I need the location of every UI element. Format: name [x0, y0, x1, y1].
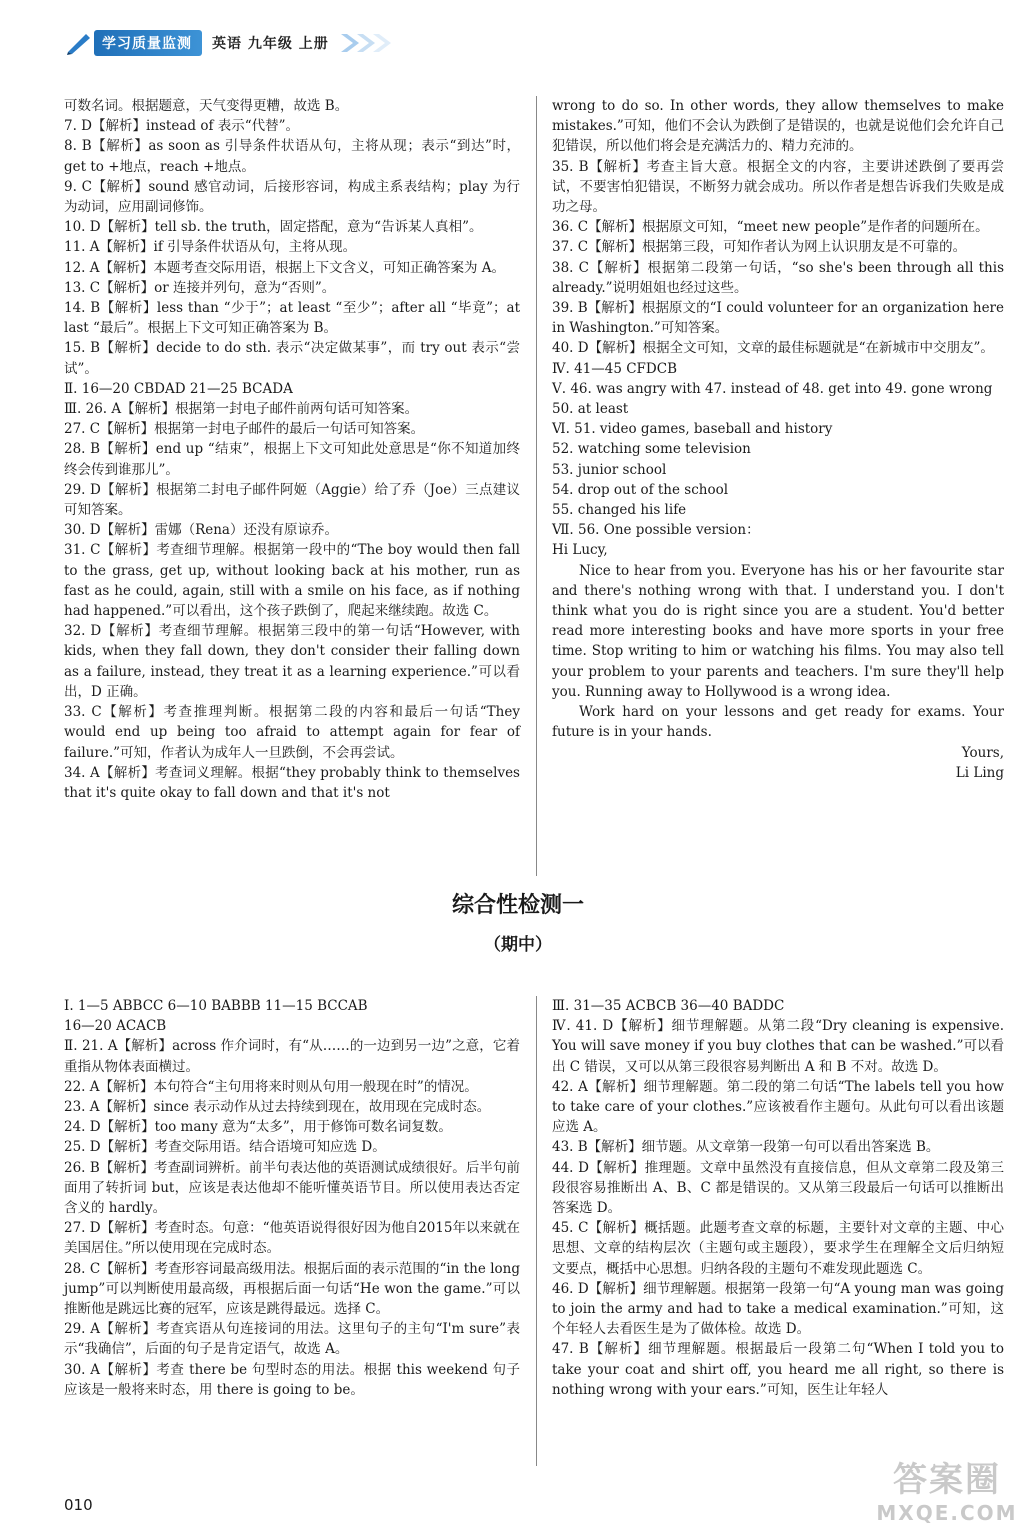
answer-line: 22. A【解析】本句符合“主句用将来时则从句用一般现在时”的情况。: [64, 1078, 478, 1095]
answer-line: Ⅲ. 26. A【解析】根据第一封电子邮件前两句话可知答案。: [64, 401, 419, 418]
answer-line: 47. B【解析】细节理解题。根据最后一段第二句“When I told you to take your coat and shirt off, you heard me all right, so there is nothing wrong with your ears.”可知，医生让年轻人: [552, 1341, 1004, 1398]
answer-line: 34. A【解析】考查词义理解。根据“they probably think to themselves that it's quite okay to fall down and that it's not: [64, 764, 520, 801]
answer-line: 36. C【解析】根据原文可知，“meet new people”是作者的问题所在。: [552, 219, 989, 236]
answer-line: Ⅰ. 1—5 ABBCC 6—10 BABBB 11—15 BCCAB: [64, 998, 368, 1014]
column-divider: [536, 96, 537, 876]
answer-line: 27. D【解析】考查时态。句意：“他英语说得很好因为他自2015年以来就在美国居住。”所以使用现在完成时态。: [64, 1220, 520, 1257]
pen-icon: [64, 30, 94, 56]
answer-line: 32. D【解析】考查细节理解。根据第三段中的第一句话“However, with kids, when they fall down, they don't consider their falling down as a failure, instead, they treat it as a learning experience.”可以看出，D 正确。: [64, 623, 520, 700]
answer-line: Ⅳ. 41. D【解析】细节理解题。从第二段“Dry cleaning is expensive. You will save money if you buy clothes that can be washed.”可以看出 C 错误，又可以从第三段很容易判断出 A 和 B 不对。故选 D。: [552, 1018, 1004, 1075]
answer-line: 可数名词。根据题意，天气变得更糟，故选 B。: [64, 98, 349, 114]
answer-line: 52. watching some television: [552, 441, 751, 458]
answer-column-right: [552, 96, 1004, 783]
section-title: 综合性检测一: [451, 893, 584, 918]
answer-line: 44. D【解析】推理题。文章中虽然没有直接信息，但从文章第二段及第三段很容易推断出 A、B、C 都是错误的。又从第三段最后一句话可以推断出答案选 D。: [552, 1159, 1004, 1217]
answer-line: Ⅳ. 41—45 CFDCB: [552, 360, 677, 377]
answer-line: 13. C【解析】or 连接并列句，意为“否则”。: [64, 279, 336, 296]
answer-line: 39. B【解析】根据原文的“I could volunteer for an organization here in Washington.”可知答案。: [552, 300, 1004, 337]
answer-line: Ⅴ. 46. was angry with 47. instead of 48. get into 49. gone wrong: [552, 380, 993, 397]
answer-line: 40. D【解析】根据全文可知，文章的最佳标题就是“在新城市中交朋友”。: [552, 340, 994, 357]
answer-line: 38. C【解析】根据第二段第一句话，“so she's been through all this already.”说明姐姐也经过这些。: [552, 259, 1004, 296]
answer-line: 15. B【解析】decide to do sth. 表示“决定做某事”，而 try out 表示“尝试”。: [64, 340, 520, 377]
answer-line: 28. B【解析】end up “结束”，根据上下文可知此处意思是“你不知道加终终会传到谁那儿”。: [64, 441, 520, 478]
answer-line: 54. drop out of the school: [552, 481, 729, 498]
answer-line: Ⅱ. 21. A【解析】across 作介词时，有“从……的一边到另一边”之意，它着重指从物体表面横过。: [64, 1038, 520, 1075]
chevron-decoration-icon: [339, 32, 399, 54]
answer-line: 8. B【解析】as soon as 引导条件状语从句，主将从现；表示“到达”时，get to +地点，reach +地点。: [64, 138, 520, 175]
answer-line: Ⅶ. 56. One possible version：: [552, 522, 760, 539]
answer-line: 42. A【解析】细节理解题。第二段的第二句话“The labels tell you how to take care of your clothes.”应该被看作主题句。从此句可以看出该题应选 A。: [552, 1078, 1004, 1136]
answer-column-right-2: [552, 996, 1004, 1400]
answer-line: 46. D【解析】细节理解题。根据第一段第一句“A young man was going to join the army and had to take a medical examination.”可知，这个年轻人去看医生是为了做体检。故选 D。: [552, 1280, 1004, 1338]
letter-closing: Yours,: [961, 744, 1004, 761]
letter-paragraph: Work hard on your lessons and get ready for exams. Your future is in your hands.: [552, 704, 1004, 741]
answer-line: 26. B【解析】考查副词辨析。前半句表达他的英语测试成绩很好。后半句前面用了转折词 but，应该是表达他却不能听懂英语节目。所以使用表达否定含义的 hardly。: [64, 1159, 520, 1217]
answer-line: 10. D【解析】tell sb. the truth，固定搭配，意为“告诉某人真相”。: [64, 219, 483, 236]
answer-line: Ⅵ. 51. video games, baseball and history: [552, 421, 833, 438]
answer-line: 23. A【解析】since 表示动作从过去持续到现在，故用现在完成时态。: [64, 1099, 491, 1116]
letter-greeting: Hi Lucy,: [552, 542, 608, 559]
answer-line: Ⅲ. 31—35 ACBCB 36—40 BADDC: [552, 998, 785, 1014]
answer-line: 45. C【解析】概括题。此题考查文章的标题，主要针对文章的主题、中心思想、文章的结构层次（主题句或主题段），要求学生在理解全文后归纳短文要点，概括中心思想。归纳各段的主题句不难发现此题选 C。: [552, 1220, 1004, 1277]
watermark: [872, 1452, 1022, 1532]
answer-line: 50. at least: [552, 401, 629, 418]
answer-line: 28. C【解析】考查形容词最高级用法。根据后面的表示范围的“in the long jump”可以判断使用最高级，再根据后面一句话“He won the game.”可以推断他是跳远比赛的冠军，应该是跳得最远。选择 C。: [64, 1260, 520, 1318]
answer-line: 43. B【解析】细节题。从文章第一段第一句可以看出答案选 B。: [552, 1139, 940, 1156]
page-header: [64, 30, 454, 56]
answer-line: 37. C【解析】根据第三段，可知作者认为网上认识朋友是不可靠的。: [552, 239, 967, 256]
answer-column-left-2: [64, 996, 520, 1400]
page-number: 010: [64, 1496, 93, 1514]
answer-line: 31. C【解析】考查细节理解。根据第一段中的“The boy would then fall to the grass, get up, without looking back at his mother, run as fast as he could, again, still with a smile on his face, as if nothing had happened.”可以看出，这个孩子跌倒了，爬起来继续跑。故选 C。: [64, 542, 520, 620]
watermark-url: MXQE.COM: [876, 1501, 1018, 1525]
answer-line: 29. A【解析】考查宾语从句连接词的用法。这里句子的主句“I'm sure”表示“我确信”，后面的句子是肯定语气，故选 A。: [64, 1321, 520, 1358]
answer-line: 55. changed his life: [552, 502, 687, 519]
answer-line: Ⅱ. 16—20 CBDAD 21—25 BCADA: [64, 380, 293, 397]
answer-line: 30. D【解析】雷娜（Rena）还没有原谅乔。: [64, 522, 338, 539]
answer-line: 25. D【解析】考查交际用语。结合语境可知应选 D。: [64, 1139, 386, 1156]
answer-line: 27. C【解析】根据第一封电子邮件的最后一句话可知答案。: [64, 421, 425, 438]
brand-label: 学习质量监测: [94, 30, 202, 56]
answer-line: 35. B【解析】考查主旨大意。根据全文的内容，主要讲述跌倒了要再尝试，不要害怕犯错误，不断努力就会成功。所以作者是想告诉我们失败是成功之母。: [552, 158, 1004, 216]
answer-line: 14. B【解析】less than “少于”；at least “至少”；after all “毕竟”；at last “最后”。根据上下文可知正确答案为 B。: [64, 300, 520, 337]
answer-line: 30. A【解析】考查 there be 句型时态的用法。根据 this weekend 句子应该是一般将来时态，用 there is going to be。: [64, 1361, 520, 1398]
letter-paragraph: Nice to hear from you. Everyone has his or her favourite star and there's nothing wrong with that. I understand you. I don't think what you do is right since you are a student. You'd better read more interesting books and have more sports in your free time. Stop writing to him or watching his films. You may also tell your problem to your parents and teachers. I'm sure they'll help you. Running away to Hollywood is a wrong idea.: [552, 562, 1004, 700]
watermark-text: 答案圈: [893, 1460, 1001, 1500]
letter-signature: Li Ling: [955, 764, 1004, 781]
answer-line: 11. A【解析】if 引导条件状语从句，主将从现。: [64, 239, 357, 256]
answer-line: 9. C【解析】sound 感官动词，后接形容词，构成主系表结构；play 为行为动词，应用副词修饰。: [64, 178, 520, 216]
answer-line: 29. D【解析】根据第二封电子邮件阿姬（Aggie）给了乔（Joe）三点建议可知答案。: [64, 481, 520, 519]
answer-column-left: [64, 96, 520, 803]
answer-line: 12. A【解析】本题考查交际用语，根据上下文含义，可知正确答案为 A。: [64, 259, 506, 276]
model-letter: [552, 540, 1004, 782]
answer-line: wrong to do so. In other words, they allow themselves to make mistakes.”可知，他们不会认为跌倒了是错误的，也就是说他们会允许自己犯错误，所以他们将会是充满活力的、精力充沛的。: [552, 98, 1004, 155]
column-divider: [536, 996, 537, 1466]
answer-line: 33. C【解析】考查推理判断。根据第二段的内容和最后一句话“They would end up being too afraid to attempt again for fear of failure.”可知，作者认为成年人一旦跌倒，不会再尝试。: [64, 704, 520, 761]
answer-line: 16—20 ACACB: [64, 1018, 167, 1035]
subject-label: 英语 九年级 上册: [212, 36, 329, 52]
answer-line: 24. D【解析】too many 意为“太多”，用于修饰可数名词复数。: [64, 1119, 452, 1136]
section-subtitle: （期中）: [484, 935, 552, 955]
answer-line: 53. junior school: [552, 461, 667, 478]
answer-line: 7. D【解析】instead of 表示“代替”。: [64, 118, 300, 135]
